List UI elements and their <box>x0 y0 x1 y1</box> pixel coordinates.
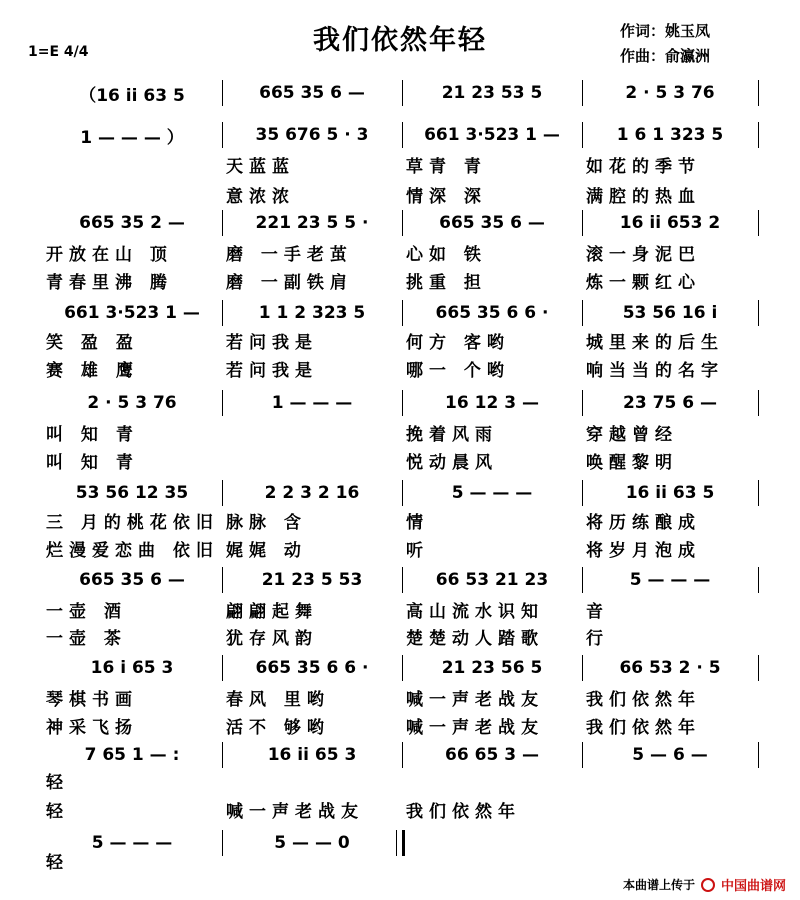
lyric-segment: 哪一 个哟 <box>406 361 510 381</box>
barline <box>582 300 583 326</box>
lyric-segment: 响当当的名字 <box>586 361 724 381</box>
lyric-line <box>0 848 800 872</box>
measure: 665 35 6 — <box>79 570 185 590</box>
lyric-segment: 我们依然年 <box>586 690 701 710</box>
lyric-line <box>0 597 800 621</box>
lyric-segment: 神采飞扬 <box>46 718 138 738</box>
lyric-segment: 炼一颗红心 <box>586 273 701 293</box>
lyricist-credit: 作词：姚玉凤 <box>620 22 711 40</box>
measure: 661 3·523 1 — <box>424 125 560 145</box>
measure: 66 65 3 — <box>445 745 539 765</box>
lyric-segment: 挽着风雨 <box>406 425 498 445</box>
measure: 16 ii 63 5 <box>625 483 715 503</box>
lyric-line <box>0 624 800 648</box>
barline <box>582 480 583 506</box>
lyric-segment: 磨 一手老茧 <box>226 245 353 265</box>
lyric-segment: 我们依然年 <box>406 802 521 822</box>
lyric-segment: 三 月的桃花依旧 <box>46 513 219 533</box>
lyric-segment: 赛 雄 鹰 <box>46 361 139 381</box>
lyric-line <box>0 356 800 380</box>
site-logo-icon <box>701 878 715 892</box>
barline <box>758 742 759 768</box>
lyric-segment: 滚一身泥巴 <box>586 245 701 265</box>
measure: 66 53 21 23 <box>435 570 549 590</box>
notation-line <box>0 78 800 108</box>
lyric-segment: 轻 <box>46 773 69 793</box>
lyric-segment: 城里来的后生 <box>586 333 724 353</box>
lyric-segment: 轻 <box>46 853 69 873</box>
lyric-segment: 活不 够哟 <box>226 718 330 738</box>
barline <box>402 480 403 506</box>
lyric-segment: 若问我是 <box>226 361 318 381</box>
barline <box>222 742 223 768</box>
lyric-line <box>0 797 800 821</box>
lyric-segment: 何方 客哟 <box>406 333 510 353</box>
lyric-line <box>0 768 800 792</box>
measure: 23 75 6 — <box>623 393 717 413</box>
measure: 5 — — 0 <box>274 833 350 853</box>
footer-text: 本曲谱上传于 <box>622 878 695 892</box>
lyric-segment: 满腔的热血 <box>586 187 701 207</box>
lyric-segment: 喊一声老战友 <box>226 802 364 822</box>
barline <box>582 567 583 593</box>
lyric-segment: 磨 一副铁肩 <box>226 273 353 293</box>
measure: 16 i 65 3 <box>90 658 174 678</box>
lyric-segment: 楚楚动人踏歌 <box>406 629 544 649</box>
measure: 2 · 5 3 76 <box>625 83 715 103</box>
barline <box>402 300 403 326</box>
barline <box>402 210 403 236</box>
lyric-segment: 情 <box>406 513 429 533</box>
lyric-line <box>0 182 800 206</box>
notation-line <box>0 298 800 328</box>
lyric-segment: 烂漫爱恋曲 依旧 <box>46 541 219 561</box>
notation-line <box>0 565 800 595</box>
lyric-segment: 情深 深 <box>406 187 487 207</box>
barline <box>758 390 759 416</box>
measure: 1 6 1 323 5 <box>616 125 724 145</box>
barline <box>222 210 223 236</box>
lyric-segment: 心如 铁 <box>406 245 487 265</box>
song-title: 我们依然年轻 <box>313 25 487 56</box>
measure: 1 — — — <box>271 393 353 413</box>
lyric-segment: 一壶 酒 <box>46 602 127 622</box>
measure: 16 12 3 — <box>445 393 539 413</box>
lyric-segment: 意浓浓 <box>226 187 295 207</box>
measure: 665 35 6 6 · <box>435 303 549 323</box>
lyric-line <box>0 685 800 709</box>
barline <box>758 567 759 593</box>
footer <box>623 875 786 894</box>
measure: 665 35 6 — <box>439 213 545 233</box>
lyric-line <box>0 420 800 444</box>
barline <box>402 655 403 681</box>
measure: 21 23 56 5 <box>441 658 543 678</box>
measure: 661 3·523 1 — <box>64 303 200 323</box>
lyric-segment: 犹存风韵 <box>226 629 318 649</box>
barline <box>222 655 223 681</box>
lyric-line <box>0 536 800 560</box>
barline <box>582 122 583 148</box>
measure: 665 35 6 — <box>259 83 365 103</box>
measure: 53 56 16 i <box>622 303 718 323</box>
lyric-segment: 翩翩起舞 <box>226 602 318 622</box>
lyric-segment: 将历练酿成 <box>586 513 701 533</box>
lyric-line <box>0 713 800 737</box>
barline <box>582 390 583 416</box>
barline <box>222 567 223 593</box>
barline <box>402 742 403 768</box>
lyric-segment: 挑重 担 <box>406 273 487 293</box>
measure: 665 35 6 6 · <box>255 658 369 678</box>
barline <box>758 210 759 236</box>
lyric-segment: 轻 <box>46 802 69 822</box>
measure: 221 23 5 5 · <box>255 213 369 233</box>
measure: 2 2 3 2 16 <box>264 483 360 503</box>
lyric-segment: 高山流水识知 <box>406 602 544 622</box>
lyric-segment: 青春里沸 腾 <box>46 273 173 293</box>
lyric-segment: 行 <box>586 629 609 649</box>
notation-line <box>0 388 800 418</box>
measure: 2 · 5 3 76 <box>87 393 177 413</box>
lyric-segment: 唤醒黎明 <box>586 453 678 473</box>
measure: 66 53 2 · 5 <box>619 658 721 678</box>
lyric-segment: 天蓝蓝 <box>226 157 295 177</box>
measure: 21 23 53 5 <box>441 83 543 103</box>
lyric-segment: 春风 里哟 <box>226 690 330 710</box>
composer-credit: 作曲：俞瀛洲 <box>620 47 711 65</box>
lyric-segment: 叫 知 青 <box>46 453 139 473</box>
barline <box>402 122 403 148</box>
measure: 35 676 5 · 3 <box>255 125 369 145</box>
lyric-segment: 如花的季节 <box>586 157 701 177</box>
measure: 5 — 6 — <box>632 745 708 765</box>
lyric-segment: 一壶 茶 <box>46 629 127 649</box>
notation-line <box>0 478 800 508</box>
barline <box>402 567 403 593</box>
lyric-line <box>0 508 800 532</box>
lyric-segment: 穿越曾经 <box>586 425 678 445</box>
barline <box>758 122 759 148</box>
lyric-segment: 脉脉 含 <box>226 513 307 533</box>
lyric-line <box>0 268 800 292</box>
lyric-segment: 娓娓 动 <box>226 541 307 561</box>
measure: 1 — — — ） <box>80 127 184 148</box>
lyric-segment: 听 <box>406 541 429 561</box>
measure: 16 ii 65 3 <box>267 745 357 765</box>
lyric-segment: 草青 青 <box>406 157 487 177</box>
measure: 5 — — — <box>91 833 173 853</box>
measure: 665 35 2 — <box>79 213 185 233</box>
measure: 21 23 5 53 <box>261 570 363 590</box>
barline <box>222 300 223 326</box>
lyric-segment: 我们依然年 <box>586 718 701 738</box>
barline <box>582 655 583 681</box>
notation-line <box>0 208 800 238</box>
barline <box>758 655 759 681</box>
barline <box>222 80 223 106</box>
notation-line <box>0 740 800 770</box>
measure: 5 — — — <box>451 483 533 503</box>
barline <box>402 80 403 106</box>
barline <box>222 480 223 506</box>
measure: （16 ii 63 5 <box>79 85 185 106</box>
lyric-segment: 琴棋书画 <box>46 690 138 710</box>
barline <box>758 300 759 326</box>
measure: 5 — — — <box>629 570 711 590</box>
lyric-segment: 喊一声老战友 <box>406 690 544 710</box>
lyric-segment: 笑 盈 盈 <box>46 333 139 353</box>
lyric-segment: 将岁月泡成 <box>586 541 701 561</box>
lyric-line <box>0 328 800 352</box>
barline <box>222 390 223 416</box>
lyric-segment: 叫 知 青 <box>46 425 139 445</box>
measure: 53 56 12 35 <box>75 483 189 503</box>
measure: 1 1 2 323 5 <box>258 303 366 323</box>
lyric-segment: 若问我是 <box>226 333 318 353</box>
lyric-segment: 开放在山 顶 <box>46 245 173 265</box>
lyric-segment: 音 <box>586 602 609 622</box>
lyric-segment: 喊一声老战友 <box>406 718 544 738</box>
lyric-line <box>0 240 800 264</box>
notation-line <box>0 653 800 683</box>
barline <box>758 80 759 106</box>
measure: 7 65 1 — : <box>84 745 180 765</box>
site-logo-text: 中国曲谱网 <box>720 879 786 894</box>
lyric-line <box>0 152 800 176</box>
barline <box>582 742 583 768</box>
barline <box>758 480 759 506</box>
measure: 16 ii 653 2 <box>619 213 721 233</box>
key-signature: 1=E 4/4 <box>28 44 89 60</box>
notation-line <box>0 120 800 150</box>
lyric-segment: 悦动晨风 <box>406 453 498 473</box>
lyric-line <box>0 448 800 472</box>
barline <box>222 122 223 148</box>
barline <box>582 210 583 236</box>
barline <box>402 390 403 416</box>
barline <box>582 80 583 106</box>
